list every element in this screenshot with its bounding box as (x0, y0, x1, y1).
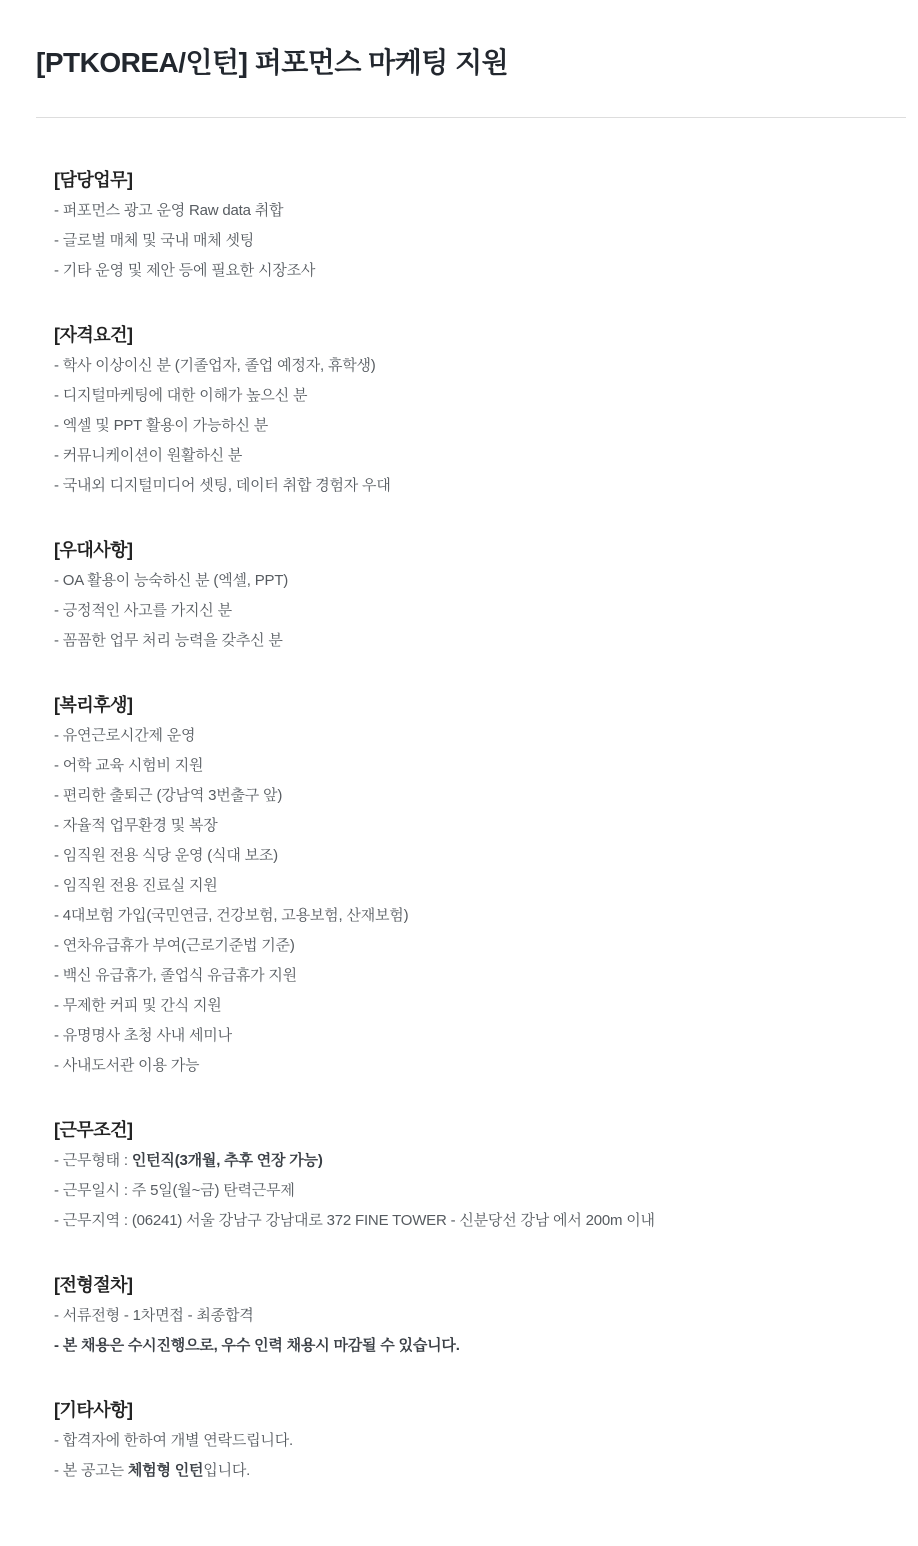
list-item (54, 751, 878, 781)
list-item-text: - 꼼꼼한 업무 처리 능력을 갖추신 분 (54, 632, 283, 649)
list-item-text: - 학사 이상이신 분 (기졸업자, 졸업 예정자, 휴학생) (54, 357, 376, 374)
list-item-text: - 기타 운영 및 제안 등에 필요한 시장조사 (54, 262, 316, 279)
list-item (54, 721, 878, 751)
list-item (54, 991, 878, 1021)
list-item-text: - 유연근로시간제 운영 (54, 727, 196, 744)
list-item (54, 1426, 878, 1456)
list-item (54, 1051, 878, 1081)
list-item-text: - 본 공고는 (54, 1462, 128, 1479)
list-item (54, 471, 878, 501)
list-item (54, 196, 878, 226)
list-item (54, 871, 878, 901)
sections-container (54, 169, 878, 1506)
job-posting (0, 46, 918, 1506)
list-item (54, 901, 878, 931)
section-heading: [근무조건] (54, 1120, 133, 1140)
section-heading: [전형절차] (54, 1275, 133, 1295)
list-item (54, 1176, 878, 1206)
list-item-text: - 근무형태 : (54, 1152, 132, 1169)
list-item-text: - 백신 유급휴가, 졸업식 유급휴가 지원 (54, 967, 297, 984)
list-item-emphasis: 인턴직(3개월, 추후 연장 가능) (131, 1152, 323, 1169)
job-section-4 (54, 694, 878, 1081)
list-item (54, 841, 878, 871)
list-item (54, 226, 878, 256)
list-item-text: - 임직원 전용 진료실 지원 (54, 877, 218, 894)
list-item (54, 351, 878, 381)
job-section-2 (54, 324, 878, 501)
list-item (54, 1331, 878, 1361)
list-item-text: - 퍼포먼스 광고 운영 Raw data 취합 (54, 202, 284, 219)
list-item (54, 1021, 878, 1051)
section-heading: [복리후생] (54, 695, 133, 715)
job-section-6 (54, 1274, 878, 1361)
job-section-1 (54, 169, 878, 286)
list-item-text: - 긍정적인 사고를 가지신 분 (54, 602, 232, 619)
list-item-text: - 근무지역 : (06241) 서울 강남구 강남대로 372 FINE TOWER - 신분당선 강남 에서 200m 이내 (54, 1212, 655, 1229)
list-item-text: - 무제한 커피 및 간식 지원 (54, 997, 222, 1014)
job-section-7 (54, 1399, 878, 1486)
list-item-text: - 유명명사 초청 사내 세미나 (54, 1027, 232, 1044)
list-item-emphasis: 체험형 인턴 (127, 1462, 204, 1479)
list-item (54, 1146, 878, 1176)
list-item (54, 381, 878, 411)
list-item (54, 596, 878, 626)
list-item-text: - 국내외 디지털미디어 셋팅, 데이터 취합 경험자 우대 (54, 477, 391, 494)
list-item-text: - 어학 교육 시험비 지원 (54, 757, 204, 774)
section-heading: [담당업무] (54, 170, 133, 190)
list-item-text: - 합격자에 한하여 개별 연락드립니다. (54, 1432, 293, 1449)
job-posting-page (0, 46, 918, 1546)
section-heading: [기타사항] (54, 1400, 133, 1420)
title-divider (36, 117, 906, 118)
list-item-text: - 편리한 출퇴근 (강남역 3번출구 앞) (54, 787, 283, 804)
list-item (54, 811, 878, 841)
page-title: [PTKOREA/인턴] 퍼포먼스 마케팅 지원 (36, 47, 509, 78)
list-item (54, 1456, 878, 1486)
list-item (54, 411, 878, 441)
list-item (54, 256, 878, 286)
list-item (54, 961, 878, 991)
section-heading: [우대사항] (54, 540, 133, 560)
list-item-text: - OA 활용이 능숙하신 분 (엑셀, PPT) (54, 572, 289, 589)
list-item-text: - 연차유급휴가 부여(근로기준법 기준) (54, 937, 295, 954)
list-item-text: - 4대보험 가입(국민연금, 건강보험, 고용보험, 산재보험) (54, 907, 409, 924)
list-item-text: - 근무일시 : 주 5일(월~금) 탄력근무제 (54, 1182, 295, 1199)
section-heading: [자격요건] (54, 325, 133, 345)
job-section-5 (54, 1119, 878, 1236)
list-item-text: - 사내도서관 이용 가능 (54, 1057, 200, 1074)
list-item (54, 1206, 878, 1236)
list-item (54, 566, 878, 596)
job-section-3 (54, 539, 878, 656)
list-item (54, 441, 878, 471)
list-item-text: - 서류전형 - 1차면접 - 최종합격 (54, 1307, 254, 1324)
list-item-text: - 엑셀 및 PPT 활용이 가능하신 분 (54, 417, 269, 434)
list-item (54, 931, 878, 961)
list-item (54, 626, 878, 656)
list-item (54, 1301, 878, 1331)
list-item-text: - 임직원 전용 식당 운영 (식대 보조) (54, 847, 278, 864)
list-item-text: - 글로벌 매체 및 국내 매체 셋팅 (54, 232, 255, 249)
list-item-text: - 자율적 업무환경 및 복장 (54, 817, 218, 834)
list-item-emphasis: - 본 채용은 수시진행으로, 우수 인력 채용시 마감될 수 있습니다. (54, 1337, 460, 1354)
list-item-text: - 디지털마케팅에 대한 이해가 높으신 분 (54, 387, 308, 404)
list-item-text: 입니다. (203, 1462, 251, 1479)
list-item (54, 781, 878, 811)
list-item-text: - 커뮤니케이션이 원활하신 분 (54, 447, 243, 464)
